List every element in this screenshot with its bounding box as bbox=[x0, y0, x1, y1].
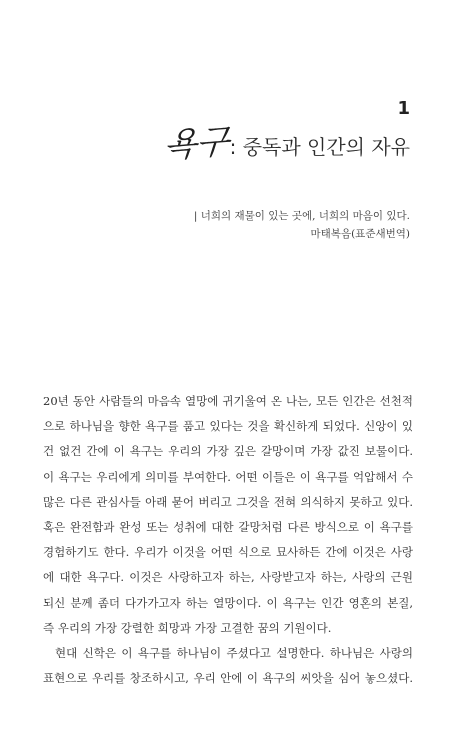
epigraph-quote: | 너희의 재물이 있는 곳에, 너희의 마음이 있다. bbox=[193, 210, 410, 222]
body-line: 표현으로 우리를 창조하시고, 우리 안에 이 욕구의 씨앗을 심어 놓으셨다. bbox=[43, 671, 413, 686]
chapter-title-text: : 중독과 인간의 자유 bbox=[229, 135, 410, 159]
body-line: 이 욕구는 우리에게 의미를 부여한다. 어떤 이들은 이 욕구를 억압해서 수 bbox=[43, 469, 413, 484]
body-line: 20년 동안 사람들의 마음속 열망에 귀기울여 온 나는, 모든 인간은 선천적 bbox=[43, 394, 413, 408]
chapter-title-emphasis: 욕구 bbox=[162, 121, 230, 167]
epigraph bbox=[194, 207, 410, 243]
body-line: 많은 다른 관심사들 아래 묻어 버리고 그것을 전혀 의식하지 못하고 있다. bbox=[43, 494, 413, 509]
body-line: 혹은 완전함과 완성 또는 성취에 대한 갈망처럼 다른 방식으로 이 욕구를 bbox=[43, 519, 413, 534]
body-text bbox=[43, 389, 413, 691]
epigraph-source: 마태복음(표준새번역) bbox=[310, 228, 410, 240]
body-line: 으로 하나님을 향한 욕구를 품고 있다는 것을 확신하게 되었다. 신앙이 있 bbox=[43, 419, 413, 434]
body-line: 에 대한 욕구다. 이것은 사랑하고자 하는, 사랑받고자 하는, 사랑의 근원 bbox=[43, 570, 413, 585]
body-line: 건 없건 간에 이 욕구는 우리의 가장 깊은 갈망이며 가장 값진 보물이다. bbox=[43, 444, 413, 459]
body-line: 되신 분께 좀더 다가가고자 하는 열망이다. 이 욕구는 인간 영혼의 본질, bbox=[43, 595, 413, 610]
body-line: 즉 우리의 가장 강렬한 희망과 가장 고결한 꿈의 기원이다. bbox=[43, 620, 332, 635]
body-line: 현대 신학은 이 욕구를 하나님이 주셨다고 설명한다. 하나님은 사랑의 bbox=[55, 645, 413, 660]
body-line: 경험하기도 한다. 우리가 이것을 어떤 식으로 묘사하든 간에 이것은 사랑 bbox=[43, 545, 413, 560]
chapter-title bbox=[162, 121, 410, 167]
chapter-number: 1 bbox=[397, 98, 410, 119]
